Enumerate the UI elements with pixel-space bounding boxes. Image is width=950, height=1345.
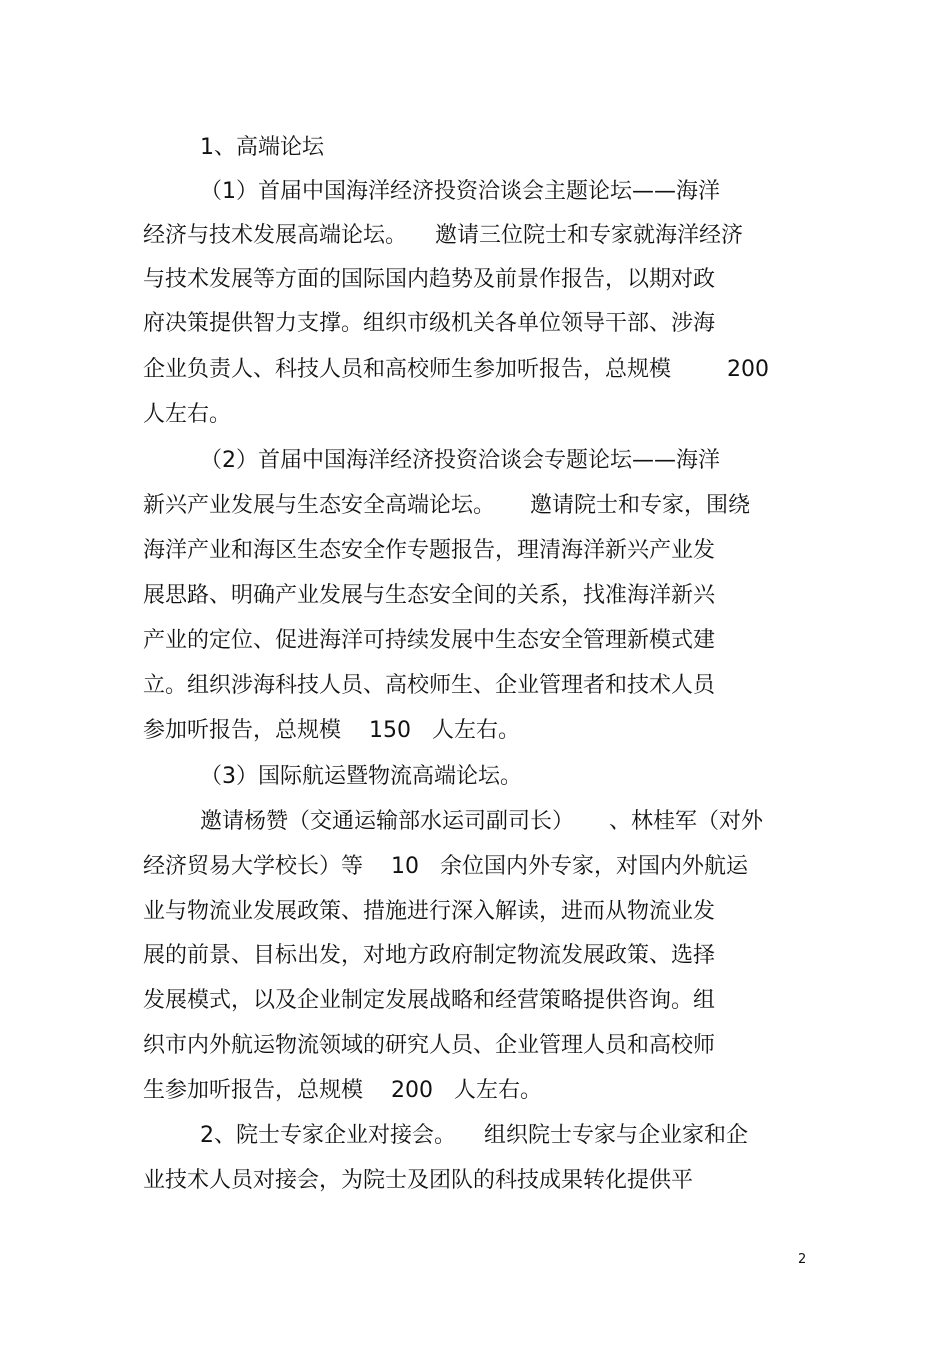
- paragraph-line: 府决策提供智力支撑。组织市级机关各单位领导干部、涉海: [143, 311, 716, 336]
- paragraph-line: 展思路、明确产业发展与生态安全间的关系，找准海洋新兴: [143, 583, 716, 608]
- paragraph-line: 邀请杨赞（交通运输部水运司副司长） 、林桂军（对外: [200, 809, 763, 834]
- subheading-3-line: （3）国际航运暨物流高端论坛。: [200, 764, 522, 789]
- paragraph-line: 经济与技术发展高端论坛。 邀请三位院士和专家就海洋经济: [143, 223, 743, 248]
- paragraph-line: 业技术人员对接会，为院士及团队的科技成果转化提供平: [143, 1168, 694, 1193]
- paragraph-line: 企业负责人、科技人员和高校师生参加听报告，总规模 200: [143, 357, 769, 382]
- paragraph-line: 参加听报告，总规模 150 人左右。: [143, 718, 520, 743]
- paragraph-line: 人左右。: [143, 402, 232, 427]
- paragraph-line: 经济贸易大学校长）等 10 余位国内外专家，对国内外航运: [143, 854, 748, 879]
- paragraph-line: 新兴产业发展与生态安全高端论坛。 邀请院士和专家，围绕: [143, 493, 750, 518]
- paragraph-line: 展的前景、目标出发，对地方政府制定物流发展政策、选择: [143, 943, 716, 968]
- paragraph-line: 立。组织涉海科技人员、高校师生、企业管理者和技术人员: [143, 673, 716, 698]
- paragraph-line: 发展模式，以及企业制定发展战略和经营策略提供咨询。组: [143, 988, 716, 1013]
- subheading-2-line: （2）首届中国海洋经济投资洽谈会专题论坛——海洋: [200, 448, 720, 473]
- paragraph-line: 产业的定位、促进海洋可持续发展中生态安全管理新模式建: [143, 628, 716, 653]
- section-heading-forums: 1、高端论坛: [200, 135, 324, 160]
- section-heading-expert-meeting: 2、院士专家企业对接会。 组织院士专家与企业家和企: [200, 1123, 748, 1148]
- paragraph-line: 生参加听报告，总规模 200 人左右。: [143, 1078, 542, 1103]
- subheading-1-line: （1）首届中国海洋经济投资洽谈会主题论坛——海洋: [200, 179, 720, 204]
- paragraph-line: 海洋产业和海区生态安全作专题报告，理清海洋新兴产业发: [143, 538, 716, 563]
- paragraph-line: 织市内外航运物流领域的研究人员、企业管理人员和高校师: [143, 1033, 716, 1058]
- paragraph-line: 与技术发展等方面的国际国内趋势及前景作报告，以期对政: [143, 267, 716, 292]
- paragraph-line: 业与物流业发展政策、措施进行深入解读，进而从物流业发: [143, 899, 716, 924]
- page-number: 2: [798, 1252, 807, 1267]
